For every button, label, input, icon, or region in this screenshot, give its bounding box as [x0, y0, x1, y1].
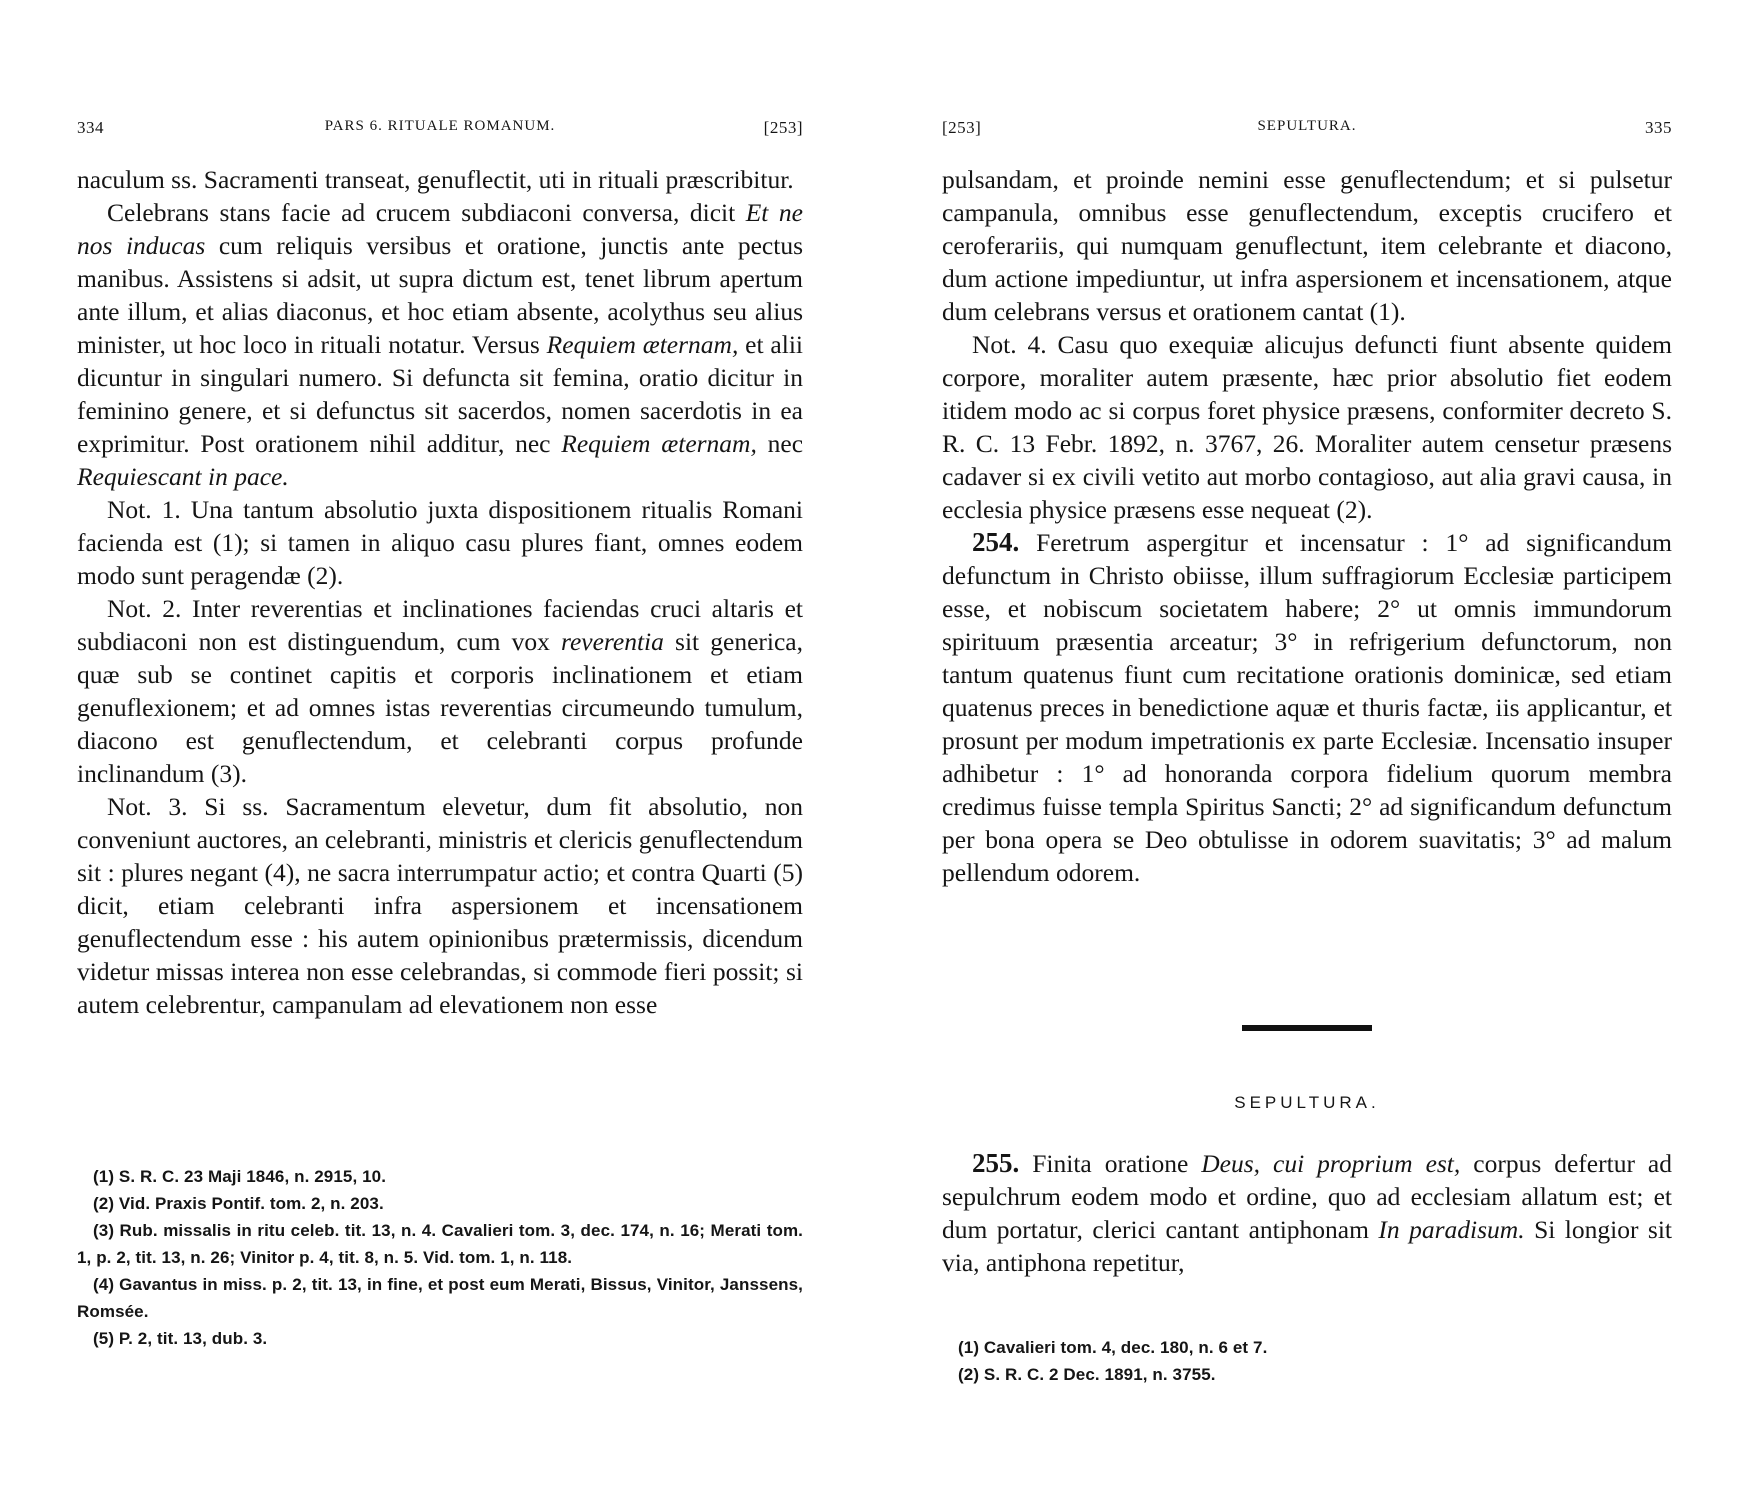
paragraph — [942, 328, 1672, 526]
italic-phrase: Requiem æternam, — [561, 429, 757, 458]
text-run: Feretrum aspergitur et incensatur : 1° ad significandum defunctum in Christo obiisse, illum suffragiorum Ecclesiæ participem esse, et nobiscum societatem habere; 2° ut omnis immundorum spirituum præsentia arceatur; 3° in refrigerium defunctorum, non tantum quatenus fiunt cum recitatione orationis dominicæ, sed etiam quatenus preces in benedictione aquæ et thuris factæ, iis applicantur, et prosunt per modum impetrationis ex parte Ecclesiæ. Incensatio insuper adhibetur : 1° ad honoranda corpora fidelium quorum membra credimus fuisse templa Spiritus Sancti; 2° ad significandum defunctum per bona opera se Deo obtulisse in odorem suavitatis; 3° ad malum pellendum odorem. — [942, 528, 1672, 887]
section-title: SEPULTURA. — [1234, 1093, 1380, 1112]
footnote: (3) Rub. missalis in ritu celeb. tit. 13, n. 4. Cavalieri tom. 3, dec. 174, n. 16; Merati tom. 1, p. 2, tit. 13, n. 26; Vinitor p. 4, tit. 8, n. 5. Vid. tom. 1, n. 118. — [77, 1221, 803, 1267]
text-run: et alii dicuntur in singulari numero. Si defuncta sit femina, oratio dicitur in feminino genere, et si defunctus sit sacerdos, nomen sacerdotis in ea exprimitur. Post orationem nihil additur, nec — [77, 330, 803, 458]
footnote: (2) S. R. C. 2 Dec. 1891, n. 3755. — [958, 1365, 1216, 1384]
left-page-number: 334 — [77, 118, 104, 137]
text-run: Finita oratione — [1019, 1149, 1202, 1178]
footnote: (5) P. 2, tit. 13, dub. 3. — [93, 1329, 268, 1348]
text-run: Celebrans stans facie ad crucem subdiaconi conversa, dicit — [107, 198, 746, 227]
right-running-title: SEPULTURA. — [1257, 118, 1357, 134]
text-run: corpus defertur ad sepulchrum eodem modo et ordine, quo ad ecclesiam allatum est; et dum portatur, clerici cantant antiphonam — [942, 1149, 1672, 1244]
left-section-ref: [253] — [763, 118, 803, 137]
paragraph — [942, 1147, 1672, 1279]
right-section-ref: [253] — [942, 118, 982, 137]
italic-phrase: Requiem æternam, — [546, 330, 739, 359]
paragraph — [77, 592, 803, 790]
text-run: Not. 4. Casu quo exequiæ alicujus defuncti fiunt absente quidem corpore, moraliter autem præsente, hæc prior absolutio fiet eodem itidem modo ac si corpus foret physice præsens, conformiter decreto S. R. C. 13 Febr. 1892, n. 3767, 26. Moraliter autem censetur præsens cadaver si ex civili vetito aut morbo contagioso, aut alia gravi causa, in ecclesia physice præsens esse nequeat (2). — [942, 330, 1672, 524]
italic-phrase: Et ne nos inducas — [77, 198, 804, 260]
section-paragraph — [942, 1147, 1672, 1279]
italic-phrase: Requiescant in pace. — [77, 462, 289, 491]
text-run: Not. 1. Una tantum absolutio juxta dispositionem ritualis Romani facienda est (1); si tamen in aliquo casu plures fiant, omnes eodem modo sunt peragendæ (2). — [77, 495, 803, 590]
footnote: (2) Vid. Praxis Pontif. tom. 2, n. 203. — [93, 1194, 384, 1213]
left-footnotes — [77, 1163, 803, 1352]
footnote: (1) Cavalieri tom. 4, dec. 180, n. 6 et 7. — [958, 1338, 1268, 1357]
text-run: sit generica, quæ sub se continet capitis et corporis inclinationem et etiam genuflexionem; et ad omnes istas reverentias circumeundo tumulum, diacono est genuflectendum, et celebranti corpus profunde inclinandum (3). — [77, 627, 803, 788]
paragraph — [77, 163, 803, 196]
text-run: naculum ss. Sacramenti transeat, genuflectit, uti in rituali præscribitur. — [77, 165, 794, 194]
paragraph — [77, 196, 803, 493]
text-run: Si longior sit via, antiphona repetitur, — [942, 1215, 1673, 1277]
right-running-head — [942, 118, 1672, 142]
right-page-number: 335 — [1645, 118, 1672, 137]
paragraph — [77, 790, 803, 1021]
right-footnotes — [942, 1334, 1672, 1388]
paragraph-number: 254. — [972, 527, 1020, 557]
paragraph-number: 255. — [972, 1148, 1020, 1178]
text-run: Not. 3. Si ss. Sacramentum elevetur, dum fit absolutio, non conveniunt auctores, an celebranti, ministris et clericis genuflectendum sit : plures negant (4), ne sacra interrumpatur actio; et contra Quarti (5) dicit, etiam celebranti infra aspersionem et incensationem genuflectendum esse : his autem opinionibus prætermissis, dicendum videtur missas interea non esse celebrandas, si commode fieri possit; si autem celebrentur, campanulam ad elevationem non esse — [77, 792, 803, 1019]
paragraph — [942, 163, 1672, 328]
section-divider-rule — [1242, 1025, 1372, 1031]
italic-phrase: Deus, cui proprium est, — [1201, 1149, 1461, 1178]
left-body-text — [77, 163, 803, 1021]
text-run: Not. 2. Inter reverentias et inclinationes faciendas cruci altaris et subdiaconi non est distinguendum, cum vox — [77, 594, 803, 656]
left-running-title: PARS 6. RITUALE ROMANUM. — [324, 118, 556, 134]
left-running-head — [77, 118, 803, 142]
text-run: nec — [756, 429, 804, 458]
italic-phrase: reverentia — [560, 627, 664, 656]
text-run: cum reliquis versibus et oratione, junctis ante pectus manibus. Assistens si adsit, ut supra dictum est, tenet librum apertum ante illum, et alias diaconus, et hoc etiam absente, acolythus seu alius minister, ut hoc loco in rituali notatur. Versus — [77, 231, 803, 359]
text-run: pulsandam, et proinde nemini esse genuflectendum; et si pulsetur campanula, omnibus esse genuflectendum, exceptis crucifero et ceroferariis, qui numquam genuflectunt, item celebrante et diacono, dum actione impediuntur, ut infra aspersionem et incensationem, atque dum celebrans versus et orationem cantat (1). — [942, 165, 1672, 326]
footnote: (1) S. R. C. 23 Maji 1846, n. 2915, 10. — [93, 1167, 387, 1186]
italic-phrase: In paradisum. — [1378, 1215, 1525, 1244]
right-body-text — [942, 163, 1672, 889]
footnote: (4) Gavantus in miss. p. 2, tit. 13, in fine, et post eum Merati, Bissus, Vinitor, Janssens, Romsée. — [77, 1275, 803, 1321]
paragraph — [942, 526, 1672, 889]
paragraph — [77, 493, 803, 592]
